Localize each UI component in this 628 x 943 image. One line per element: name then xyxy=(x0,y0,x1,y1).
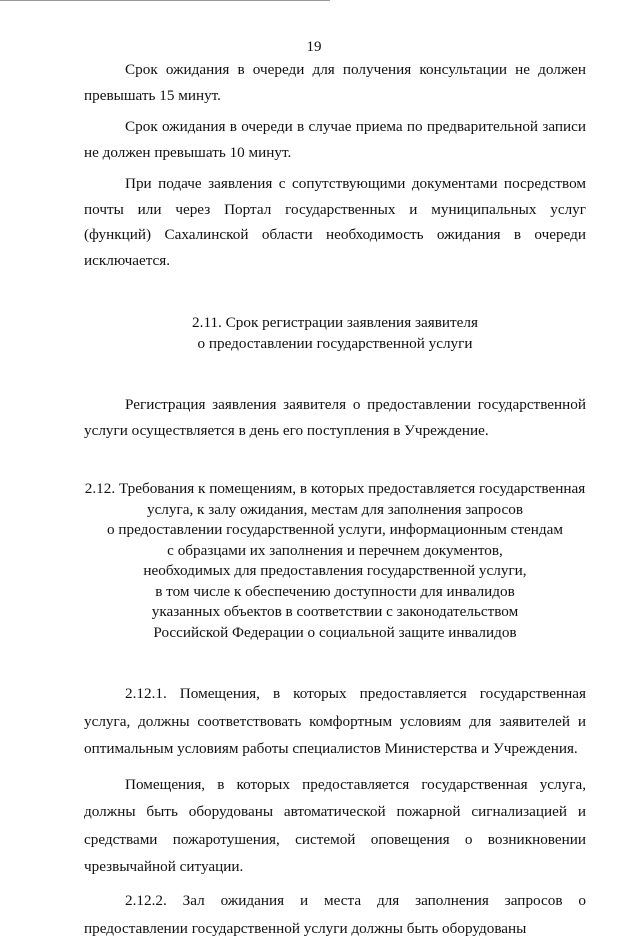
heading-2-11 xyxy=(84,313,586,354)
paragraph-mail-portal-submission: При подаче заявления с сопутствующими документами посредством почты или через Портал государственных и муниципальных услуг (функций) Сахалинской области необходимость ожидания в очереди исключается. xyxy=(84,175,586,269)
page-number: 19 xyxy=(306,39,322,55)
heading-2-12-line: указанных объектов в соответствии с законодательством xyxy=(151,603,519,620)
heading-2-12 xyxy=(84,479,586,643)
paragraph-fire-safety: Помещения, в которых предоставляется государственная услуга, должны быть оборудованы автоматической пожарной сигнализацией и средствами пожаротушения, системой оповещения о возникновении чрезвычайной ситуации. xyxy=(84,775,586,875)
paragraph-appointment-wait: Срок ожидания в очереди в случае приема по предварительной записи не должен превышать 10 минут. xyxy=(84,118,586,161)
heading-2-11-line: о предоставлении государственной услуги xyxy=(197,334,473,352)
heading-2-12-line: в том числе к обеспечению доступности для инвалидов xyxy=(155,582,515,600)
heading-2-11-line: 2.11. Срок регистрации заявления заявителя xyxy=(192,314,478,331)
paragraph-2-12-1-premises: 2.12.1. Помещения, в которых предоставляется государственная услуга, должны соответствовать комфортным условиям для заявителей и оптимальным условиям работы специалистов Министерства и Учреждения. xyxy=(84,685,586,757)
heading-2-12-line: услуга, к залу ожидания, местам для заполнения запросов xyxy=(146,500,524,518)
scan-edge-line xyxy=(0,0,330,1)
paragraph-registration-day: Регистрация заявления заявителя о предоставлении государственной услуги осуществляется в день его поступления в Учреждение. xyxy=(84,396,586,439)
paragraph-2-12-2-waiting-hall: 2.12.2. Зал ожидания и места для заполнения запросов о предоставлении государственной услуги должны быть оборудованы xyxy=(84,891,586,937)
heading-2-12-line: Российской Федерации о социальной защите инвалидов xyxy=(153,623,517,641)
document-body xyxy=(84,57,586,943)
heading-2-12-line: необходимых для предоставления государственной услуги, xyxy=(143,562,527,579)
heading-2-12-line: о предоставлении государственной услуги, информационным стендам xyxy=(107,521,563,538)
paragraph-consultation-wait: Срок ожидания в очереди для получения консультации не должен превышать 15 минут. xyxy=(84,61,586,104)
heading-2-12-line: с образцами их заполнения и перечнем документов, xyxy=(167,541,503,559)
heading-2-12-line: 2.12. Требования к помещениям, в которых предоставляется государственная xyxy=(84,480,586,497)
